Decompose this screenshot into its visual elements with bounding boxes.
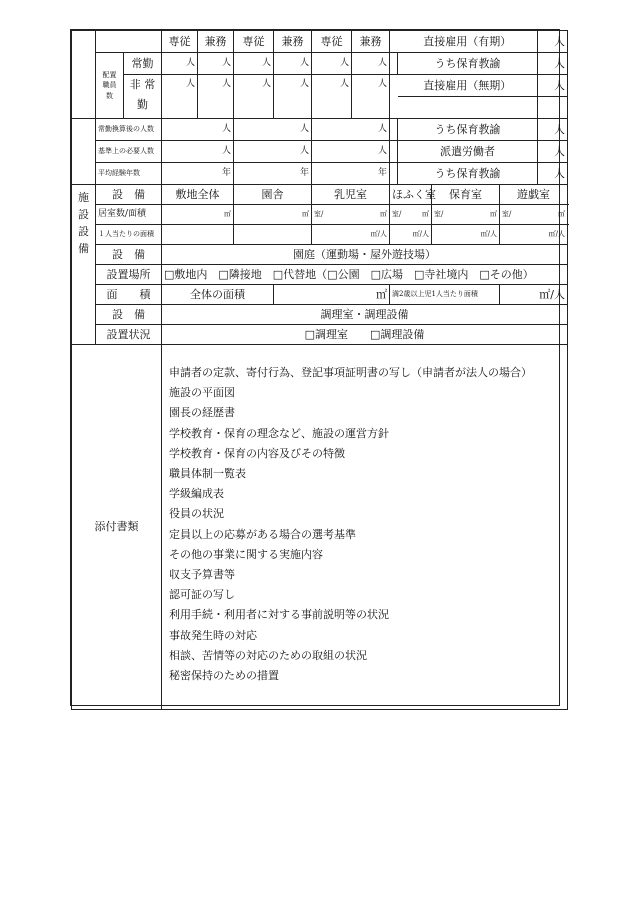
attachments-label: 添付書類 [72,345,162,710]
attachment-item: 秘密保持のための措置 [169,669,279,683]
fulltime-cell-1[interactable]: 人 [162,53,198,75]
per-child-2yr-value[interactable]: ㎡/人 [500,285,568,305]
per-child-infant[interactable]: ㎡/人 [312,225,390,245]
col-concurrent-3: 兼務 [352,31,390,53]
form-table [71,30,568,710]
nursery-room-value[interactable]: 室/ ㎡ [432,205,500,225]
fulltime-cell-5[interactable]: 人 [312,53,352,75]
parttime-cell-5[interactable]: 人 [312,75,352,119]
avg-experience-2[interactable]: 年 [234,163,312,185]
per-child-crawling[interactable]: ㎡/人 [390,225,432,245]
total-area-label: 全体の面積 [162,285,274,305]
row-fulltime-label: 常勤 [124,53,162,75]
direct-fixed-value[interactable]: 人 [538,31,568,53]
direct-fixed-label: 直接雇用（有期） [398,31,538,53]
converted-count-1[interactable]: 人 [162,119,234,141]
required-count-label: 基準上の必要人数 [96,141,162,163]
fixed-teacher-value[interactable]: 人 [538,53,568,75]
attachment-item: 職員体制一覧表 [169,467,246,481]
area-play-room: 遊戯室 [500,185,568,205]
converted-count-2[interactable]: 人 [234,119,312,141]
converted-count-label: 常勤換算後の人数 [96,119,162,141]
parttime-cell-1[interactable]: 人 [162,75,198,119]
blank-left-cell [72,119,96,185]
attachment-item: 収支予算書等 [169,568,235,582]
play-room-value[interactable]: 室/ ㎡ [500,205,568,225]
gap-cell [390,75,398,119]
col-fulltime-3: 専従 [312,31,352,53]
required-count-1[interactable]: 人 [162,141,234,163]
attachment-item: 申請者の定款、寄付行為、登記事項証明書の写し（申請者が法人の場合） [169,366,532,379]
crawling-room-value[interactable]: 室/ ㎡ [390,205,432,225]
garden-title: 園庭（運動場・屋外遊技場） [162,245,568,265]
required-count-3[interactable]: 人 [312,141,390,163]
attachment-item: 利用手続・利用者に対する事前説明等の状況 [169,608,389,622]
attachment-item: 学校教育・保育の内容及びその特徴 [169,446,345,460]
stats-teacher-value-2[interactable]: 人 [538,163,568,185]
area-building: 園舎 [234,185,312,205]
application-form-sheet [70,29,565,706]
equipment-label: 設 備 [96,185,162,205]
gap-cell [390,119,398,141]
row-parttime-label: 非 常 勤 [124,75,162,119]
total-area-value[interactable]: ㎡ [274,285,390,305]
facility-section-label: 施 設 設 備 [72,185,96,345]
attachment-item: 役員の状況 [169,507,224,521]
area-nursery-room: 保育室 [432,185,500,205]
building-area-value[interactable]: ㎡ [234,205,312,225]
gap-cell [390,163,398,185]
per-child-label: １人当たりの面積 [96,225,162,245]
fulltime-cell-6[interactable]: 人 [352,53,390,75]
stats-teacher-label-2: うち保育教諭 [398,163,538,185]
col-concurrent-2: 兼務 [274,31,312,53]
per-child-nursery[interactable]: ㎡/人 [432,225,500,245]
blank-cell [538,97,568,119]
area-label: 面 積 [96,285,162,305]
parttime-cell-2[interactable]: 人 [198,75,234,119]
attachment-item: 学級編成表 [169,487,224,501]
blank-header-cell [96,31,162,53]
attachment-item: 認可証の写し [169,588,235,602]
dispatched-value[interactable]: 人 [538,141,568,163]
gap-cell [390,53,398,75]
attachment-item: 施設の平面図 [169,386,235,400]
attachment-item: 定員以上の応募がある場合の選考基準 [169,527,356,541]
fulltime-cell-2[interactable]: 人 [198,53,234,75]
rooms-area-label: 居室数/面積 [96,205,162,225]
avg-experience-1[interactable]: 年 [162,163,234,185]
attachment-item: 事故発生時の対応 [169,628,257,642]
fixed-teacher-label: うち保育教諭 [398,53,538,75]
per-child-building[interactable] [234,225,312,245]
area-crawling-room: ほふく室 [390,185,432,205]
gap-cell [390,31,398,53]
garden-equipment-label: 設 備 [96,245,162,265]
area-infant-room: 乳児室 [312,185,390,205]
fulltime-cell-3[interactable]: 人 [234,53,274,75]
fulltime-cell-4[interactable]: 人 [274,53,312,75]
direct-permanent-value[interactable]: 人 [538,75,568,97]
location-options[interactable]: □敷地内 □隣接地 □代替地（□公園 □広場 □寺社境内 □その他） [162,265,568,285]
staff-group-label: 配置 職員 数 [96,53,124,119]
kitchen-title: 調理室・調理設備 [162,305,568,325]
site-area-value[interactable]: ㎡ [162,205,234,225]
stats-teacher-value-1[interactable]: 人 [538,119,568,141]
attachment-item: 園長の経歴書 [169,406,235,420]
per-child-2yr-label: 満2歳以上児1人当たり面積 [390,285,500,305]
infant-room-value[interactable]: 室/ ㎡ [312,205,390,225]
attachments-list [162,345,568,710]
required-count-2[interactable]: 人 [234,141,312,163]
kitchen-options[interactable]: □調理室 □調理設備 [162,325,568,345]
col-fulltime-1: 専従 [162,31,198,53]
location-label: 設置場所 [96,265,162,285]
avg-experience-3[interactable]: 年 [312,163,390,185]
attachment-item: 相談、苦情等の対応のための取組の状況 [169,648,367,662]
stats-teacher-label-1: うち保育教諭 [398,119,538,141]
parttime-cell-4[interactable]: 人 [274,75,312,119]
avg-experience-label: 平均経験年数 [96,163,162,185]
attachment-item: その他の事業に関する実施内容 [169,547,323,561]
per-child-site[interactable] [162,225,234,245]
status-label: 設置状況 [96,325,162,345]
gap-cell [390,141,398,163]
parttime-cell-6[interactable]: 人 [352,75,390,119]
parttime-cell-3[interactable]: 人 [234,75,274,119]
col-concurrent-1: 兼務 [198,31,234,53]
attachment-item: 学校教育・保育の理念など、施設の運営方針 [169,426,389,440]
col-fulltime-2: 専従 [234,31,274,53]
dispatched-label: 派遣労働者 [398,141,538,163]
direct-permanent-label: 直接雇用（無期） [398,75,538,97]
blank-cell [398,97,538,119]
area-site: 敷地全体 [162,185,234,205]
kitchen-equipment-label: 設 備 [96,305,162,325]
converted-count-3[interactable]: 人 [312,119,390,141]
blank-left-cell [72,31,96,119]
per-child-play[interactable]: ㎡/人 [500,225,568,245]
